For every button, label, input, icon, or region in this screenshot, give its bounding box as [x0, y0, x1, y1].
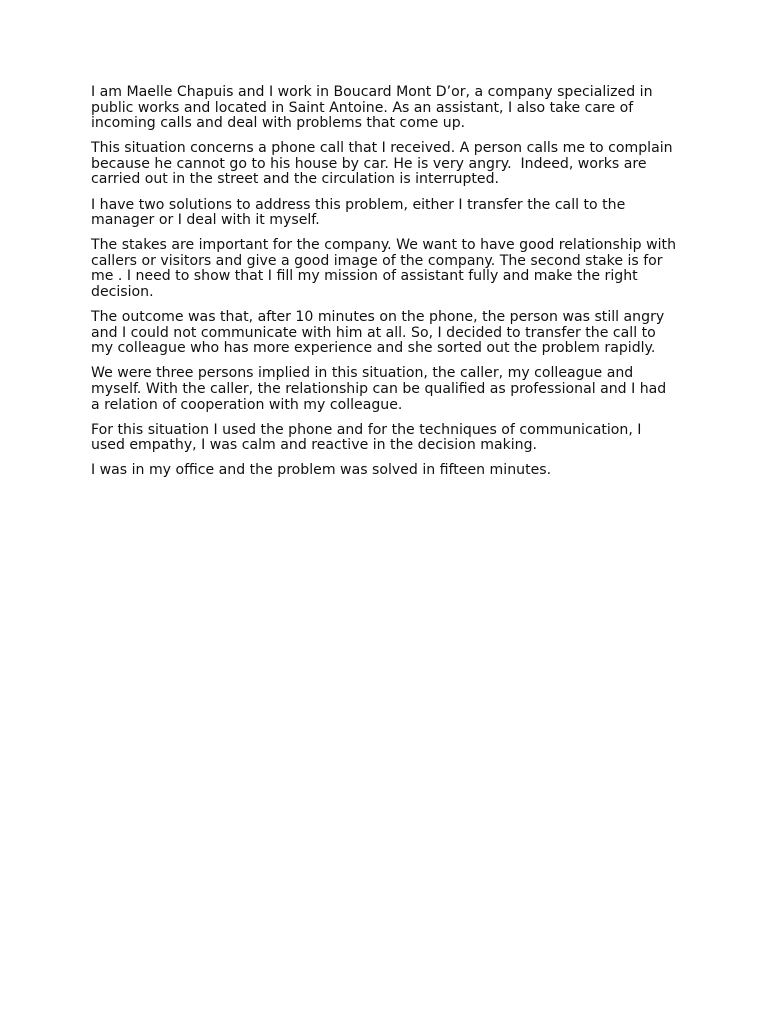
paragraph-solutions: I have two solutions to address this problem, either I transfer the call to the manager or I deal with it myself. [91, 196, 630, 229]
document-body [91, 84, 681, 488]
paragraph-situation: This situation concerns a phone call that I received. A person calls me to complain because he cannot go to his house by car. He is very angry. Indeed, works are carried out in the street and the circulation is interrupted. [91, 140, 678, 188]
paragraph-introduction: I am Maelle Chapuis and I work in Boucard Mont D’or, a company specialized in public works and located in Saint Antoine. As an assistant, I also take care of incoming calls and deal with problems that come up. [91, 84, 657, 132]
paragraph-stakes: The stakes are important for the company. We want to have good relationship with callers or visitors and give a good image of the company. The second stake is for me . I need to show that I fill my mission of assistant fully and make the right decision. [91, 237, 681, 301]
paragraph-outcome: The outcome was that, after 10 minutes on the phone, the person was still angry and I could not communicate with him at all. So, I decided to transfer the call to my colleague who has more experience and she sorted out the problem rapidly. [91, 309, 669, 357]
paragraph-location: I was in my office and the problem was solved in fifteen minutes. [91, 462, 552, 479]
paragraph-techniques: For this situation I used the phone and for the techniques of communication, I used empathy, I was calm and reactive in the decision making. [91, 421, 646, 454]
paragraph-persons: We were three persons implied in this situation, the caller, my colleague and myself. With the caller, the relationship can be qualified as professional and I had a relation of cooperation with my colleague. [91, 365, 671, 413]
